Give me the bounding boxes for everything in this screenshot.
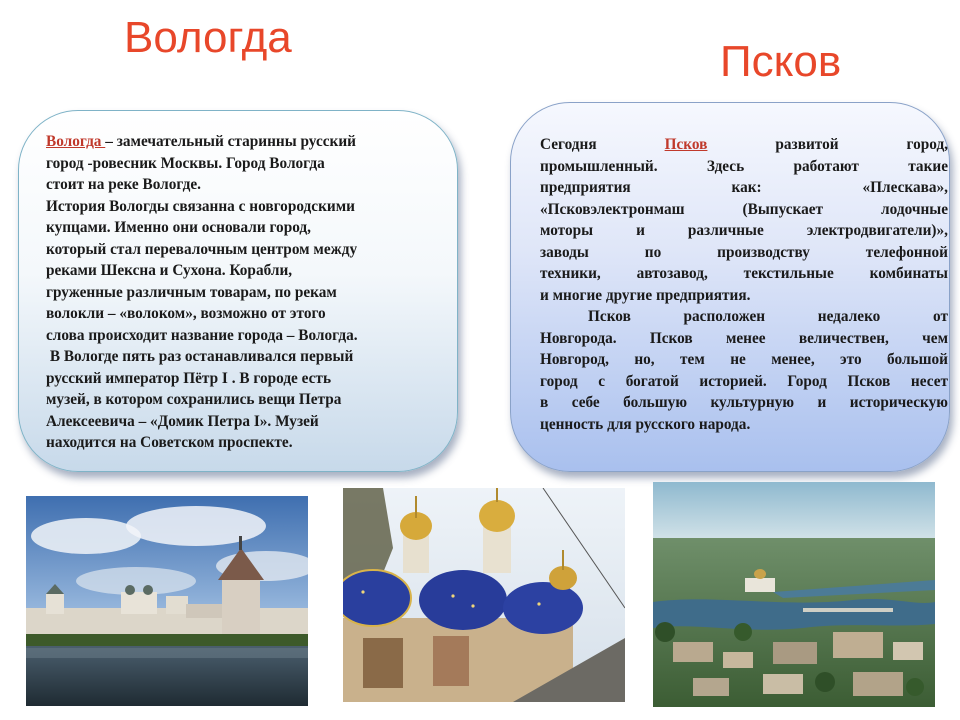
vologda-line: купцами. Именно они основали город, [46,219,311,236]
pskov-line: моторы и различные электродвигатели)», [540,222,948,239]
pskov-line: промышленный. Здесь работают такие [540,157,948,175]
pskov-line: заводы по производству телефонной [540,243,948,261]
pskov-line: Псков расположен недалеко от [588,308,948,325]
vologda-line: реками Шексна и Сухона. Корабли, [46,262,293,279]
vologda-line: волокли – «волоком», возможно от этого [46,305,326,322]
vologda-line: находится на Советском проспекте. [46,434,293,451]
vologda-line: русский император Пётр I . В городе есть [46,369,332,387]
vologda-line: В Вологде пять раз останавливался первый [46,348,354,365]
title-vologda: Вологда [124,13,292,62]
pskov-line: предприятия как: «Плескава», [540,179,948,196]
vologda-monastery-photo [26,496,308,706]
vologda-line: стоит на реке Вологде. [46,176,201,193]
vologda-line: История Вологды связанна с новгородскими [46,197,355,215]
pskov-line: техники, автозавод, текстильные комбинаты [540,265,948,282]
pskov-aerial-photo [653,482,935,707]
pskov-line: Сегодня Псков развитой город, [540,136,949,153]
vologda-line: который стал перевалочным центром между [46,240,358,258]
pskov-domes-photo [343,488,625,702]
pskov-text [540,134,948,435]
vologda-link[interactable]: Вологда [46,133,106,150]
pskov-line: и многие другие предприятия. [540,286,751,304]
pskov-line: в себе большую культурную и историческую [540,394,948,411]
vologda-line: груженные различным товарам, по рекам [46,283,337,301]
vologda-line: город -ровесник Москвы. Город Вологда [46,154,325,172]
pskov-link[interactable]: Псков [664,136,708,153]
pskov-line: Новгород, но, тем не менее, это большой [540,351,948,368]
pskov-line: Новгорода. Псков менее величествен, чем [540,329,948,347]
vologda-line: слова происходит название города – Вологда. [46,326,358,344]
pskov-line: ценность для русского народа. [540,415,751,433]
vologda-line: Алексеевича – «Домик Петра I». Музей [46,412,319,430]
title-pskov: Псков [720,37,842,86]
vologda-line: музей, в котором сохранились вещи Петра [46,391,342,408]
vologda-line: Вологда – замечательный старинны русский [46,133,356,150]
vologda-text [46,131,436,454]
pskov-line: «Псковэлектронмаш (Выпускает лодочные [540,200,948,218]
pskov-line: город с богатой историей. Город Псков несет [540,372,948,390]
